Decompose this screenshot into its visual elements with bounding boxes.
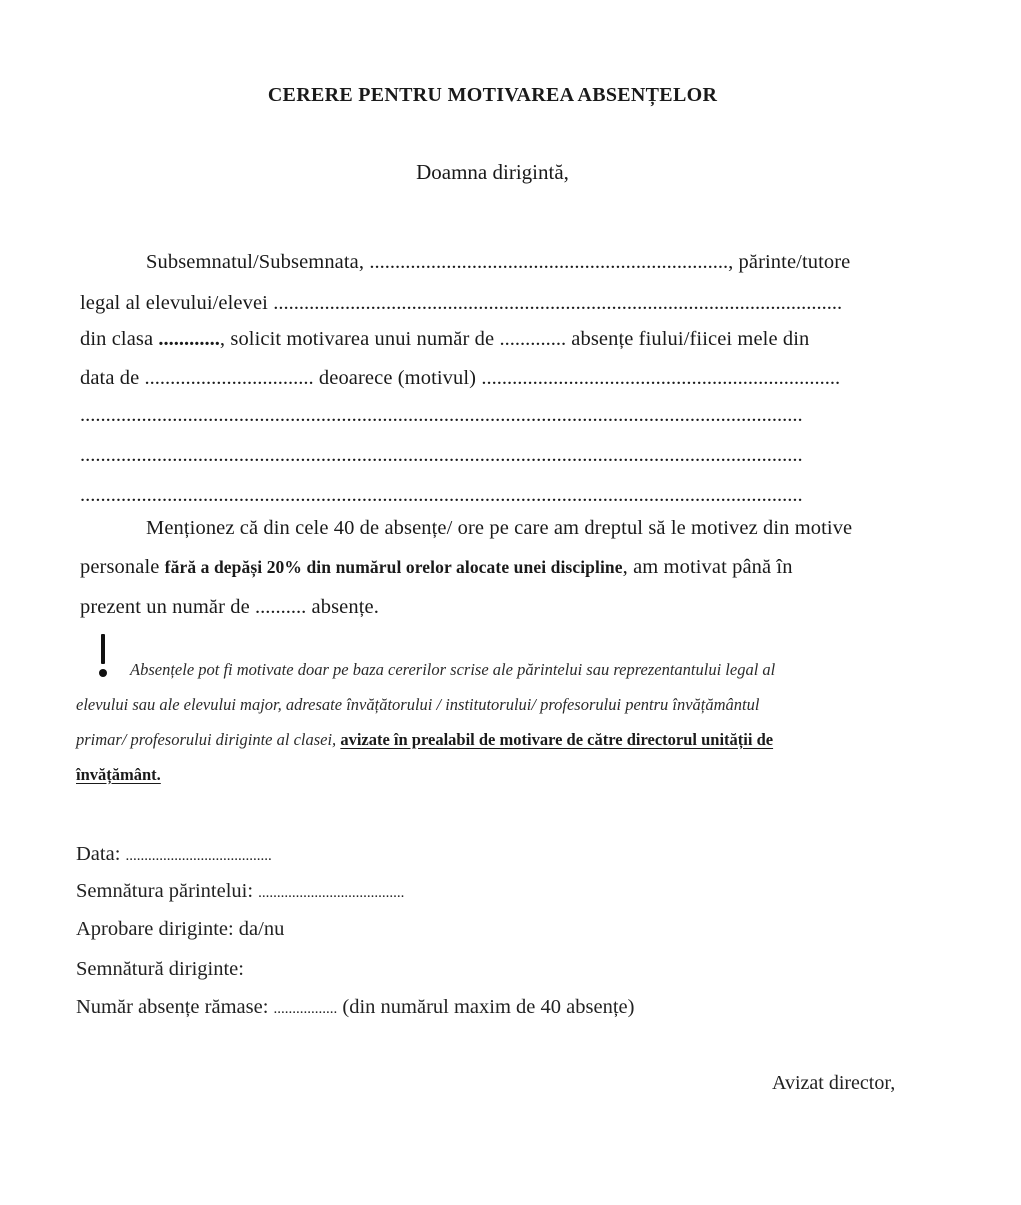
parent-name-line: Subsemnatul/Subsemnata, ......................................................................, părinte/tutore xyxy=(146,251,851,273)
teacher-signature-field[interactable]: Semnătură diriginte: xyxy=(76,958,244,980)
parent-signature-blank[interactable]: ....................................... xyxy=(258,885,405,901)
remaining-absences-blank[interactable]: ................. xyxy=(273,1001,338,1017)
class-line: din clasa ............, solicit motivarea unui număr de ............. absențe fiului/fiicei mele din xyxy=(80,328,810,350)
date-reason-line: data de ................................. deoarece (motivul) ...................................................................... xyxy=(80,367,841,389)
mention-line-3: prezent un număr de .......... absențe. xyxy=(80,596,379,618)
teacher-approval-field[interactable]: Aprobare diriginte: da/nu xyxy=(76,918,285,940)
mention-line-1: Menționez că din cele 40 de absențe/ ore pe care am dreptul să le motivez din motive xyxy=(146,517,853,539)
parent-name-blank[interactable]: ...................................................................... xyxy=(369,251,729,273)
director-approval-label: Avizat director, xyxy=(772,1072,896,1094)
student-name-line: legal al elevului/elevei ............................................................................................................... xyxy=(80,292,843,314)
note-line-1: Absențele pot fi motivate doar pe baza cererilor scrise ale părintelui sau reprezentantului legal al xyxy=(130,660,776,679)
director-approval-note: avizate în prealabil de motivare de către directorul unității de xyxy=(340,730,774,749)
date-blank[interactable]: ....................................... xyxy=(125,848,272,864)
reason-continuation-3[interactable]: ............................................................................................................................................. xyxy=(80,484,803,506)
limit-text: fără a depăși 20% din numărul orelor alocate unei discipline xyxy=(164,557,623,577)
motivated-count-blank[interactable]: .......... xyxy=(255,596,307,618)
student-name-blank[interactable]: ............................................................................................................... xyxy=(273,292,843,314)
note-line-2: elevului sau ale elevului major, adresate învățătorului / institutorului/ profesorului pentru învățământul xyxy=(76,695,760,714)
class-blank[interactable]: ............ xyxy=(158,328,220,350)
reason-continuation-2[interactable]: ............................................................................................................................................. xyxy=(80,444,803,466)
parent-signature-field: Semnătura părintelui: ....................................... xyxy=(76,880,405,902)
absence-count-blank[interactable]: ............. xyxy=(499,328,567,350)
exclamation-icon xyxy=(96,634,110,680)
remaining-absences-field: Număr absențe rămase: ................. (din numărul maxim de 40 absențe) xyxy=(76,996,635,1018)
note-line-4: învățământ. xyxy=(76,765,161,784)
reason-continuation-1[interactable]: ............................................................................................................................................. xyxy=(80,404,803,426)
document-title: CERERE PENTRU MOTIVAREA ABSENȚELOR xyxy=(267,84,718,106)
date-field: Data: ....................................... xyxy=(76,843,272,865)
note-line-3: primar/ profesorului diriginte al clasei, avizate în prealabil de motivare de către directorul unității de xyxy=(76,730,774,749)
mention-line-2: personale fără a depăși 20% din numărul orelor alocate unei discipline, am motivat până în xyxy=(80,556,793,578)
salutation: Doamna dirigintă, xyxy=(416,160,569,184)
reason-blank[interactable]: ...................................................................... xyxy=(481,367,841,389)
absence-date-blank[interactable]: ................................. xyxy=(144,367,314,389)
